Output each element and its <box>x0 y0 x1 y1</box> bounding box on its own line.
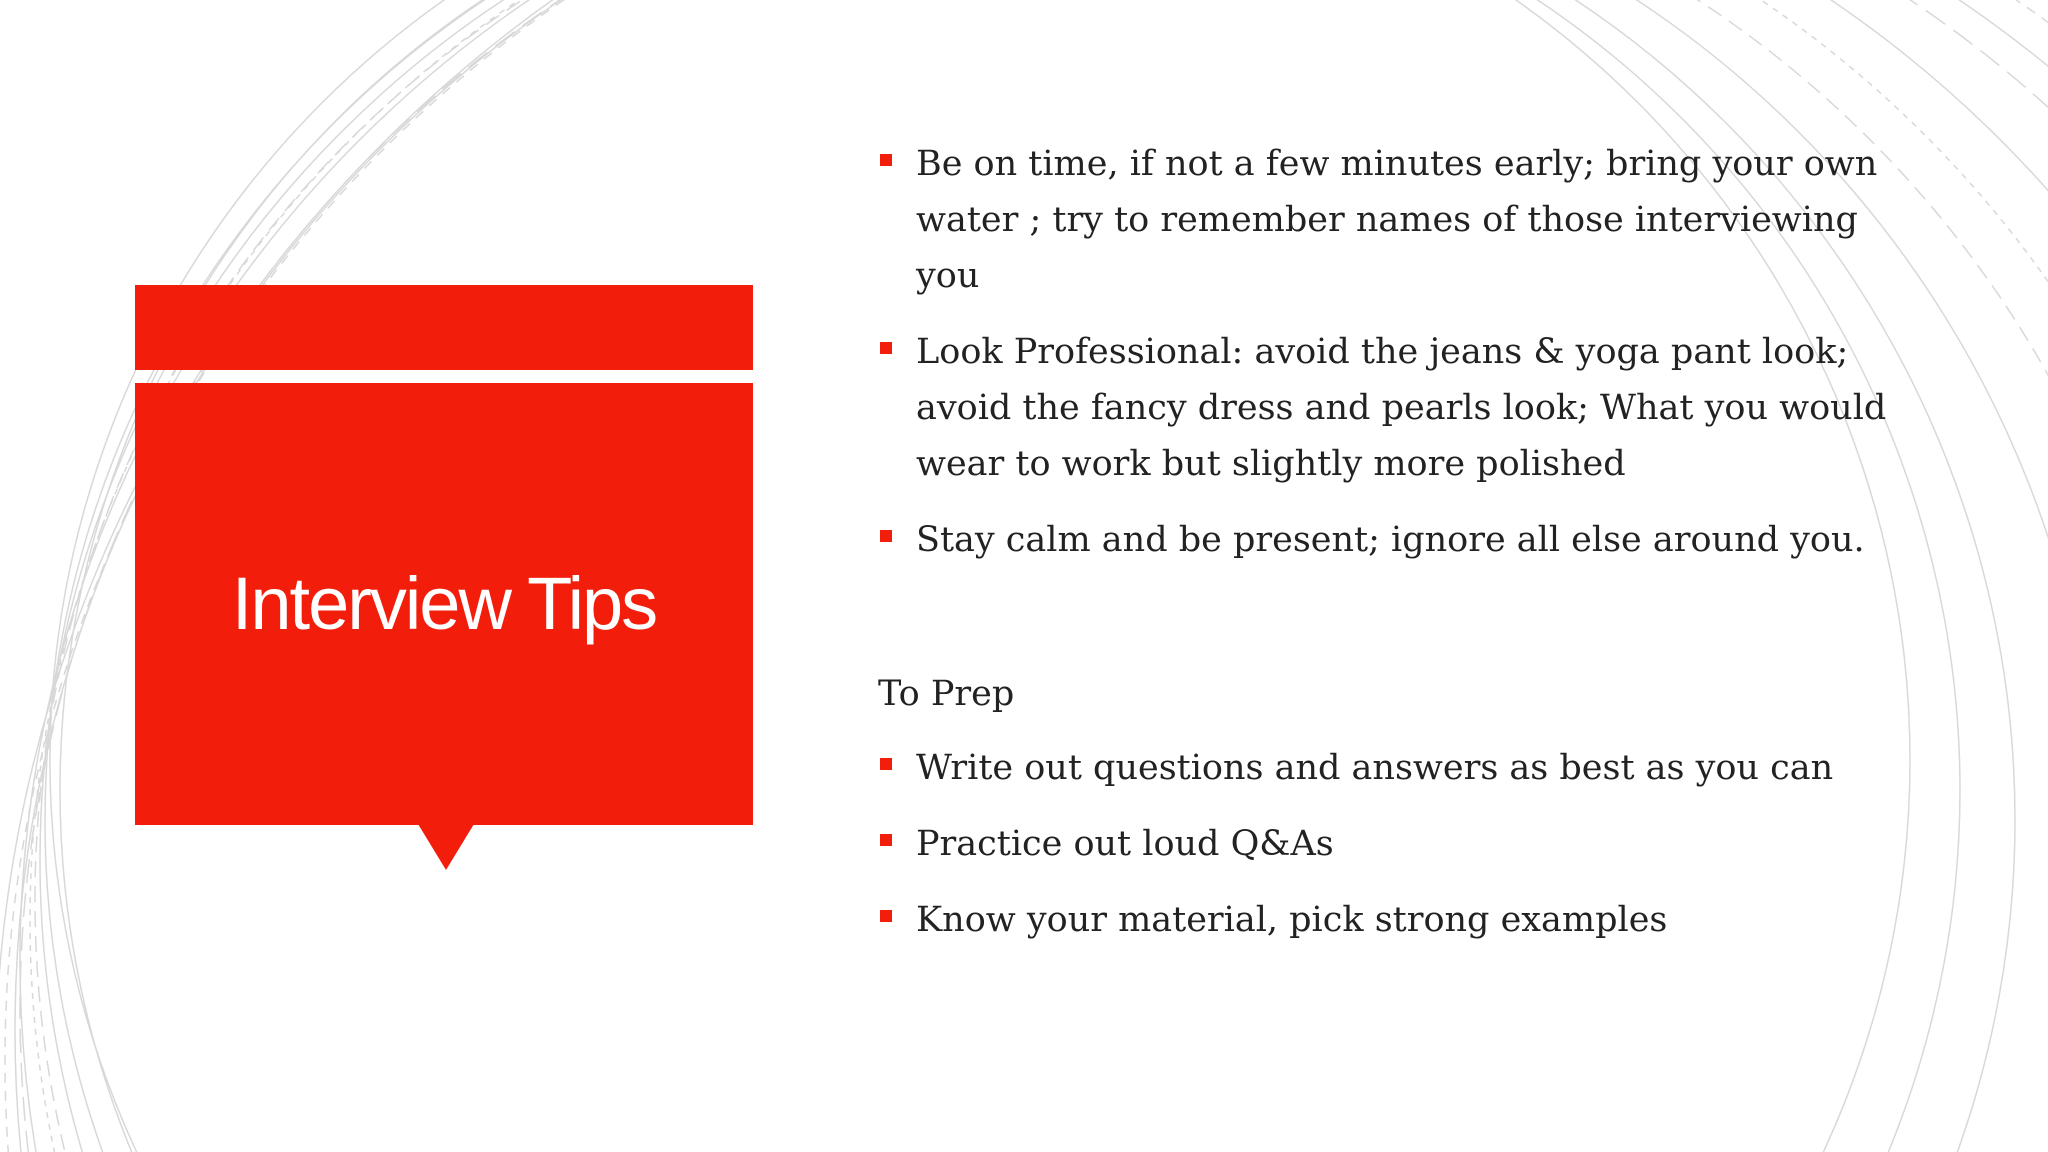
list-item-text: Be on time, if not a few minutes early; bring your own water ; try to remember names of those interviewing you <box>916 144 1878 296</box>
list-item-text: Know your material, pick strong examples <box>916 900 1668 940</box>
list-item-text: Write out questions and answers as best as you can <box>916 748 1834 788</box>
list-item <box>878 324 1908 492</box>
square-bullet-icon <box>880 530 892 542</box>
tips-list <box>878 136 1908 568</box>
section-heading: To Prep <box>878 674 1015 714</box>
list-item-text: Look Professional: avoid the jeans & yoga pant look; avoid the fancy dress and pearls look; What you would wear to work but slightly more polished <box>916 332 1887 484</box>
list-item-text: Stay calm and be present; ignore all else around you. <box>916 520 1865 560</box>
square-bullet-icon <box>880 758 892 770</box>
square-bullet-icon <box>880 910 892 922</box>
callout-tail-icon <box>418 824 474 870</box>
slide-content <box>878 136 1908 948</box>
square-bullet-icon <box>880 154 892 166</box>
list-item <box>878 816 1908 872</box>
list-item <box>878 136 1908 304</box>
list-item <box>878 740 1908 796</box>
title-header-band <box>135 285 753 370</box>
prep-list <box>878 740 1908 948</box>
list-item <box>878 512 1908 568</box>
square-bullet-icon <box>880 834 892 846</box>
square-bullet-icon <box>880 342 892 354</box>
slide-title: Interview Tips <box>231 562 657 645</box>
list-item <box>878 892 1908 948</box>
list-item-text: Practice out loud Q&As <box>916 824 1334 864</box>
